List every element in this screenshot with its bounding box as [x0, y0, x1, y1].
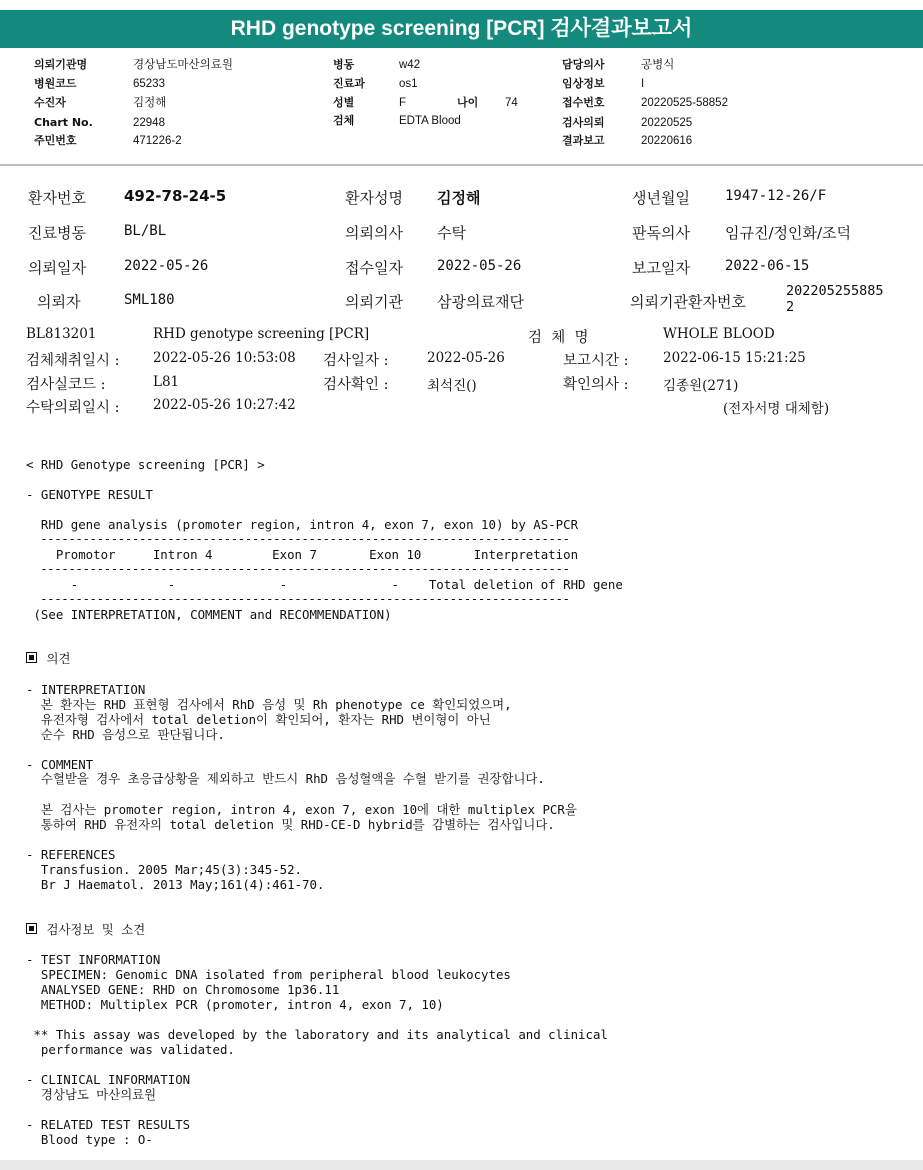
report-date: 2022-06-15 [725, 258, 810, 274]
hdr-value: 김정해 [133, 97, 167, 109]
hdr-label: 병동 [333, 58, 355, 71]
birthdate-label: 생년월일 [632, 189, 690, 207]
report-line: 본 검사는 promoter region, intron 4, exon 7, exon 10에 대한 multiplex PCR을 [26, 802, 577, 817]
report-line: Br J Haematol. 2013 May;161(4):461-70. [26, 877, 325, 892]
report-line: - REFERENCES [26, 847, 116, 862]
hdr-value: 471226-2 [133, 135, 182, 147]
hdr-value: 경상남도마산의료원 [133, 59, 233, 71]
hdr-value: 22948 [133, 117, 165, 129]
institution-patient-number-label: 의뢰기관환자번호 [630, 293, 746, 311]
section-square-icon [26, 652, 37, 663]
testdate-label: 검사일자 : [323, 353, 389, 369]
reading-doctor: 임규진/정인화/조덕 [725, 224, 852, 242]
report-line: - GENOTYPE RESULT [26, 487, 153, 502]
requester: SML180 [124, 292, 175, 308]
hdr-value: 20220525 [641, 117, 693, 129]
patient-number: 492-78-24-5 [124, 187, 227, 205]
hdr-label: 진료과 [333, 77, 365, 90]
report-line: --------------------------------------------------------------------------- [26, 561, 570, 576]
institution-patient-number-main: 202205255885 [786, 283, 884, 299]
report-line: < RHD Genotype screening [PCR] > [26, 457, 265, 472]
reporttime-value: 2022-06-15 15:21:25 [663, 350, 806, 366]
requesting-doctor: 수탁 [437, 224, 466, 242]
hdr-label: 검사의뢰 [562, 116, 605, 129]
hdr-value: 20220616 [641, 135, 693, 147]
hdr-label: 주민번호 [34, 134, 77, 147]
hdr-row [562, 96, 605, 110]
report-line: 본 환자는 RHD 표현형 검사에서 RhD 음성 및 Rh phenotype ce 확인되었으며, [26, 697, 512, 712]
section-title: 검사정보 및 소견 [46, 922, 146, 937]
ward: BL/BL [124, 223, 167, 239]
hdr-label: 검체 [333, 114, 355, 127]
section-title: 의견 [46, 651, 71, 666]
reading-doctor-label: 판독의사 [632, 224, 690, 242]
hdr-label: 담당의사 [562, 58, 605, 71]
hdr-row [34, 58, 87, 72]
report-line: - CLINICAL INFORMATION [26, 1072, 191, 1087]
requester-label: 의뢰자 [37, 293, 81, 311]
report-line: - INTERPRETATION [26, 682, 146, 697]
report-line: - RELATED TEST RESULTS [26, 1117, 191, 1132]
hdr-row [34, 134, 77, 148]
hdr-label: 병원코드 [34, 77, 77, 90]
hdr-row [333, 114, 354, 128]
hdr-label: 나이 [457, 96, 479, 109]
specimen-value: WHOLE BLOOD [663, 326, 775, 342]
hdr-label: Chart No. [34, 116, 93, 129]
hdr-row [562, 77, 605, 91]
section-square-icon [26, 923, 37, 934]
hdr-row [333, 77, 365, 91]
request-date: 2022-05-26 [124, 258, 209, 274]
ward-label: 진료병동 [28, 224, 86, 242]
hdr-row [34, 116, 93, 130]
hdr-value: 65233 [133, 78, 165, 90]
requesting-institution: 삼광의료재단 [437, 293, 524, 311]
institution-patient-number-wrap: 2 [786, 299, 795, 315]
hdr-label: 임상정보 [562, 77, 605, 90]
patient-name-label: 환자성명 [345, 189, 403, 207]
report-line: ANALYSED GENE: RHD on Chromosome 1p36.11 [26, 982, 340, 997]
hdr-row [562, 58, 605, 72]
hdr-value: w42 [399, 59, 421, 71]
hdr-row [562, 134, 605, 148]
test-name: RHD genotype screening [PCR] [153, 326, 370, 342]
report-line: 경상남도 마산의료원 [26, 1087, 157, 1102]
requesting-doctor-label: 의뢰의사 [345, 224, 403, 242]
report-line: RHD gene analysis (promoter region, intron 4, exon 7, exon 10) by AS-PCR [26, 517, 579, 532]
report-line: 통하여 RHD 유전자의 total deletion 및 RHD-CE-D hybrid를 감별하는 검사입니다. [26, 817, 555, 832]
report-line: 순수 RHD 음성으로 판단됩니다. [26, 727, 225, 742]
patient-number-label: 환자번호 [28, 189, 86, 207]
request-header [0, 50, 923, 166]
section-opinion [26, 651, 70, 666]
hdr-row [333, 96, 354, 110]
receipt-date: 2022-05-26 [437, 258, 522, 274]
hdr-value: 공병식 [641, 59, 675, 71]
request-date-label: 의뢰일자 [28, 259, 86, 277]
check-label: 검사확인 : [323, 377, 389, 393]
test-code: BL813201 [26, 326, 97, 342]
patient-name: 김정해 [437, 189, 481, 207]
report-line: (See INTERPRETATION, COMMENT and RECOMMENDATION) [26, 607, 392, 622]
report-line: METHOD: Multiplex PCR (promoter, intron 4, exon 7, 10) [26, 997, 444, 1012]
request-time-value: 2022-05-26 10:27:42 [153, 397, 296, 413]
report-line: ** This assay was developed by the laboratory and its analytical and clinical [26, 1027, 608, 1042]
section-test-info [26, 922, 145, 937]
hdr-row [34, 77, 77, 91]
esign-note: (전자서명 대체함) [723, 401, 830, 417]
report-title: RHD genotype screening [PCR] 검사결과보고서 [0, 10, 923, 48]
report-line: --------------------------------------------------------------------------- [26, 591, 570, 606]
genotype-table-row: - - - - Total deletion of RHD gene [26, 577, 623, 592]
confirm-label: 확인의사 : [563, 377, 629, 393]
receipt-date-label: 접수일자 [345, 259, 403, 277]
hdr-row [34, 96, 66, 110]
specimen-label: 검 체 명 [528, 330, 589, 346]
report-line: - TEST INFORMATION [26, 952, 161, 967]
report-line: - COMMENT [26, 757, 94, 772]
hdr-row [333, 58, 354, 72]
birthdate: 1947-12-26/F [725, 188, 827, 204]
hdr-label: 수진자 [34, 96, 66, 109]
collect-label: 검체채취일시 : [26, 353, 120, 369]
room-value: L81 [153, 374, 180, 390]
check-value: 최석진() [427, 378, 477, 394]
report-line: 유전자형 검사에서 total deletion이 확인되어, 환자는 RHD 변이형이 아닌 [26, 712, 491, 727]
testdate-value: 2022-05-26 [427, 350, 505, 366]
report-line: --------------------------------------------------------------------------- [26, 531, 570, 546]
institution-patient-number [786, 283, 884, 315]
report-date-label: 보고일자 [632, 259, 690, 277]
hdr-label: 성별 [333, 96, 355, 109]
reporttime-label: 보고시간 : [563, 353, 629, 369]
hdr-label: 접수번호 [562, 96, 605, 109]
hdr-label: 결과보고 [562, 134, 605, 147]
hdr-row [562, 116, 605, 130]
hdr-value: os1 [399, 78, 418, 90]
confirm-value: 김종원(271) [663, 378, 739, 394]
report-line: Transfusion. 2005 Mar;45(3):345-52. [26, 862, 303, 877]
hdr-value: 74 [505, 97, 518, 109]
genotype-table-header: Promotor Intron 4 Exon 7 Exon 10 Interpretation [26, 547, 579, 562]
hdr-value: EDTA Blood [399, 115, 461, 127]
collect-value: 2022-05-26 10:53:08 [153, 350, 296, 366]
request-time-label: 수탁의뢰일시 : [26, 400, 120, 416]
hdr-value: F [399, 97, 407, 109]
requesting-institution-label: 의뢰기관 [345, 293, 403, 311]
report-line: SPECIMEN: Genomic DNA isolated from peripheral blood leukocytes [26, 967, 511, 982]
hdr-value: I [641, 78, 645, 90]
hdr-row [457, 96, 478, 110]
room-label: 검사실코드 : [26, 377, 106, 393]
hdr-label: 의뢰기관명 [34, 58, 88, 71]
report-line: 수혈받을 경우 초응급상황을 제외하고 반드시 RhD 음성혈액을 수혈 받기를 권장합니다. [26, 771, 545, 786]
hdr-value: 20220525-58852 [641, 97, 728, 109]
report-line: Blood type : O- [26, 1132, 153, 1147]
report-line: performance was validated. [26, 1042, 235, 1057]
page-footer-bar [0, 1160, 923, 1170]
